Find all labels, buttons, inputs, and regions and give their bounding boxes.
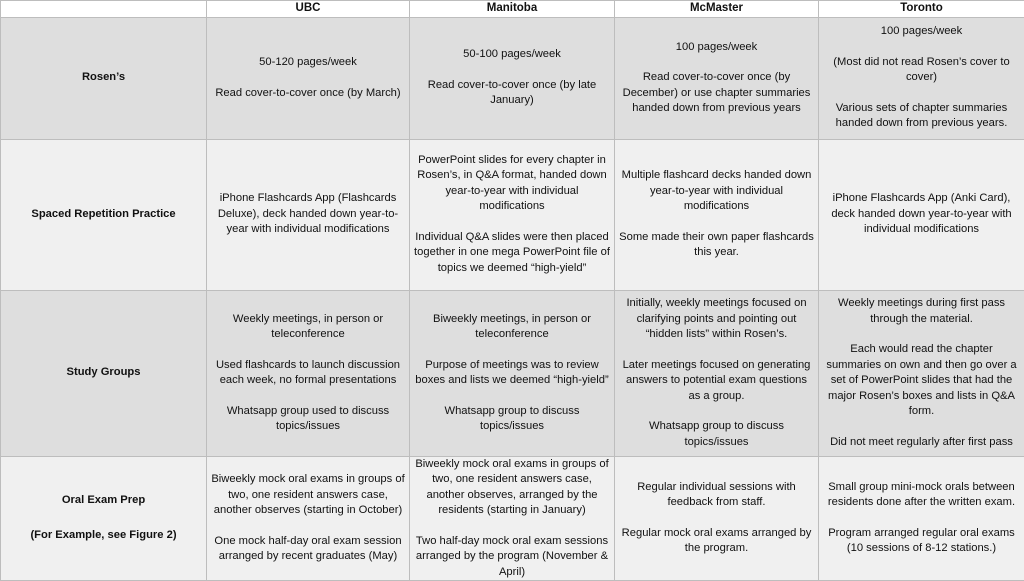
cell-spaced-repetition-manitoba <box>410 139 615 290</box>
cell-paragraph: 100 pages/week <box>619 40 814 56</box>
cell-paragraph: Each would read the chapter summaries on own and then go over a set of PowerPoint slides that had the major Rosen’s boxes and lists in Q&A form. <box>823 342 1020 420</box>
cell-rosens-toronto <box>819 17 1024 139</box>
cell-paragraph: Program arranged regular oral exams (10 sessions of 8-12 stations.) <box>823 526 1020 557</box>
cell-paragraph: Initially, weekly meetings focused on clarifying points and pointing out “hidden lists” within Rosen’s. <box>619 296 814 343</box>
cell-spaced-repetition-mcmaster <box>615 139 819 290</box>
cell-paragraph: PowerPoint slides for every chapter in Rosen’s, in Q&A format, handed down year-to-year with individual modifications <box>414 153 610 215</box>
cell-paragraph: Biweekly mock oral exams in groups of two, one resident answers case, another observes (starting in October) <box>211 472 405 519</box>
cell-paragraph: Regular mock oral exams arranged by the program. <box>619 526 814 557</box>
row-label-text: Oral Exam Prep <box>5 493 202 509</box>
cell-paragraph: Various sets of chapter summaries handed down from previous years. <box>823 101 1020 132</box>
cell-paragraph: Individual Q&A slides were then placed together in one mega PowerPoint file of topics we deemed “high-yield” <box>414 230 610 277</box>
cell-paragraph: Whatsapp group used to discuss topics/issues <box>211 404 405 435</box>
cell-paragraph: Multiple flashcard decks handed down year-to-year with individual modifications <box>619 168 814 215</box>
cell-paragraph: Weekly meetings, in person or teleconference <box>211 312 405 343</box>
cell-paragraph: Read cover-to-cover once (by December) or use chapter summaries handed down from previous years <box>619 70 814 117</box>
cell-paragraph: Read cover-to-cover once (by late January) <box>414 78 610 109</box>
cell-rosens-manitoba <box>410 17 615 139</box>
cell-paragraph: Biweekly meetings, in person or teleconference <box>414 312 610 343</box>
cell-paragraph: Small group mini-mock orals between residents done after the written exam. <box>823 480 1020 511</box>
cell-paragraph: 100 pages/week <box>823 24 1020 40</box>
cell-paragraph: Regular individual sessions with feedback from staff. <box>619 480 814 511</box>
spacer <box>823 86 1020 101</box>
header-row <box>1 1 1024 18</box>
cell-oral-exam-prep-manitoba <box>410 456 615 581</box>
row-label-text: Rosen’s <box>5 70 202 86</box>
spacer <box>211 389 405 404</box>
cell-study-groups-mcmaster <box>615 290 819 456</box>
spacer <box>823 420 1020 435</box>
row-spaced-repetition <box>1 139 1024 290</box>
cell-spaced-repetition-ubc <box>207 139 410 290</box>
column-header-mcmaster: McMaster <box>615 1 819 18</box>
cell-study-groups-ubc <box>207 290 410 456</box>
spacer <box>211 519 405 534</box>
spacer <box>823 511 1020 526</box>
spacer <box>211 343 405 358</box>
spacer <box>619 215 814 230</box>
cell-paragraph: Did not meet regularly after first pass <box>823 435 1020 451</box>
row-label-rosens <box>1 17 207 139</box>
spacer <box>823 327 1020 342</box>
spacer <box>414 389 610 404</box>
spacer <box>619 404 814 419</box>
cell-paragraph: Whatsapp group to discuss topics/issues <box>414 404 610 435</box>
spacer <box>414 519 610 534</box>
cell-paragraph: Weekly meetings during first pass through the material. <box>823 296 1020 327</box>
spacer <box>619 343 814 358</box>
cell-rosens-mcmaster <box>615 17 819 139</box>
cell-paragraph: (Most did not read Rosen’s cover to cover) <box>823 55 1020 86</box>
row-label-oral-exam-prep <box>1 456 207 581</box>
cell-rosens-ubc <box>207 17 410 139</box>
cell-paragraph: Later meetings focused on generating answers to potential exam questions as a group. <box>619 358 814 405</box>
cell-paragraph: Biweekly mock oral exams in groups of two, one resident answers case, another observes, arranged by the residents (starting in January) <box>414 457 610 519</box>
row-label-text: Spaced Repetition Practice <box>5 207 202 223</box>
row-rosens <box>1 17 1024 139</box>
row-label-text: (For Example, see Figure 2) <box>5 528 202 544</box>
cell-spaced-repetition-toronto <box>819 139 1024 290</box>
cell-paragraph: Read cover-to-cover once (by March) <box>211 86 405 102</box>
spacer <box>414 63 610 78</box>
column-header-toronto: Toronto <box>819 1 1024 18</box>
cell-paragraph: Used flashcards to launch discussion each week, no formal presentations <box>211 358 405 389</box>
cell-paragraph: iPhone Flashcards App (Flashcards Deluxe), deck handed down year-to-year with individual modifications <box>211 191 405 238</box>
spacer <box>619 511 814 526</box>
spacer <box>823 40 1020 55</box>
cell-paragraph: Two half-day mock oral exam sessions arranged by the program (November & April) <box>414 534 610 581</box>
spacer <box>414 215 610 230</box>
spacer <box>211 71 405 86</box>
cell-paragraph: 50-120 pages/week <box>211 55 405 71</box>
row-study-groups <box>1 290 1024 456</box>
cell-paragraph: One mock half-day oral exam session arranged by recent graduates (May) <box>211 534 405 565</box>
column-header-manitoba: Manitoba <box>410 1 615 18</box>
column-header-ubc: UBC <box>207 1 410 18</box>
corner-cell <box>1 1 207 18</box>
row-label-study-groups <box>1 290 207 456</box>
cell-oral-exam-prep-toronto <box>819 456 1024 581</box>
row-label-text: Study Groups <box>5 365 202 381</box>
cell-paragraph: Whatsapp group to discuss topics/issues <box>619 419 814 450</box>
row-label-spaced-repetition <box>1 139 207 290</box>
cell-oral-exam-prep-mcmaster <box>615 456 819 581</box>
cell-paragraph: 50-100 pages/week <box>414 47 610 63</box>
cell-study-groups-manitoba <box>410 290 615 456</box>
spacer <box>619 55 814 70</box>
spacer <box>5 508 202 528</box>
cell-study-groups-toronto <box>819 290 1024 456</box>
row-oral-exam-prep <box>1 456 1024 581</box>
spacer <box>414 343 610 358</box>
cell-paragraph: Purpose of meetings was to review boxes and lists we deemed “high-yield” <box>414 358 610 389</box>
cell-paragraph: Some made their own paper flashcards this year. <box>619 230 814 261</box>
cell-paragraph: iPhone Flashcards App (Anki Card), deck handed down year-to-year with individual modifications <box>823 191 1020 238</box>
cell-oral-exam-prep-ubc <box>207 456 410 581</box>
